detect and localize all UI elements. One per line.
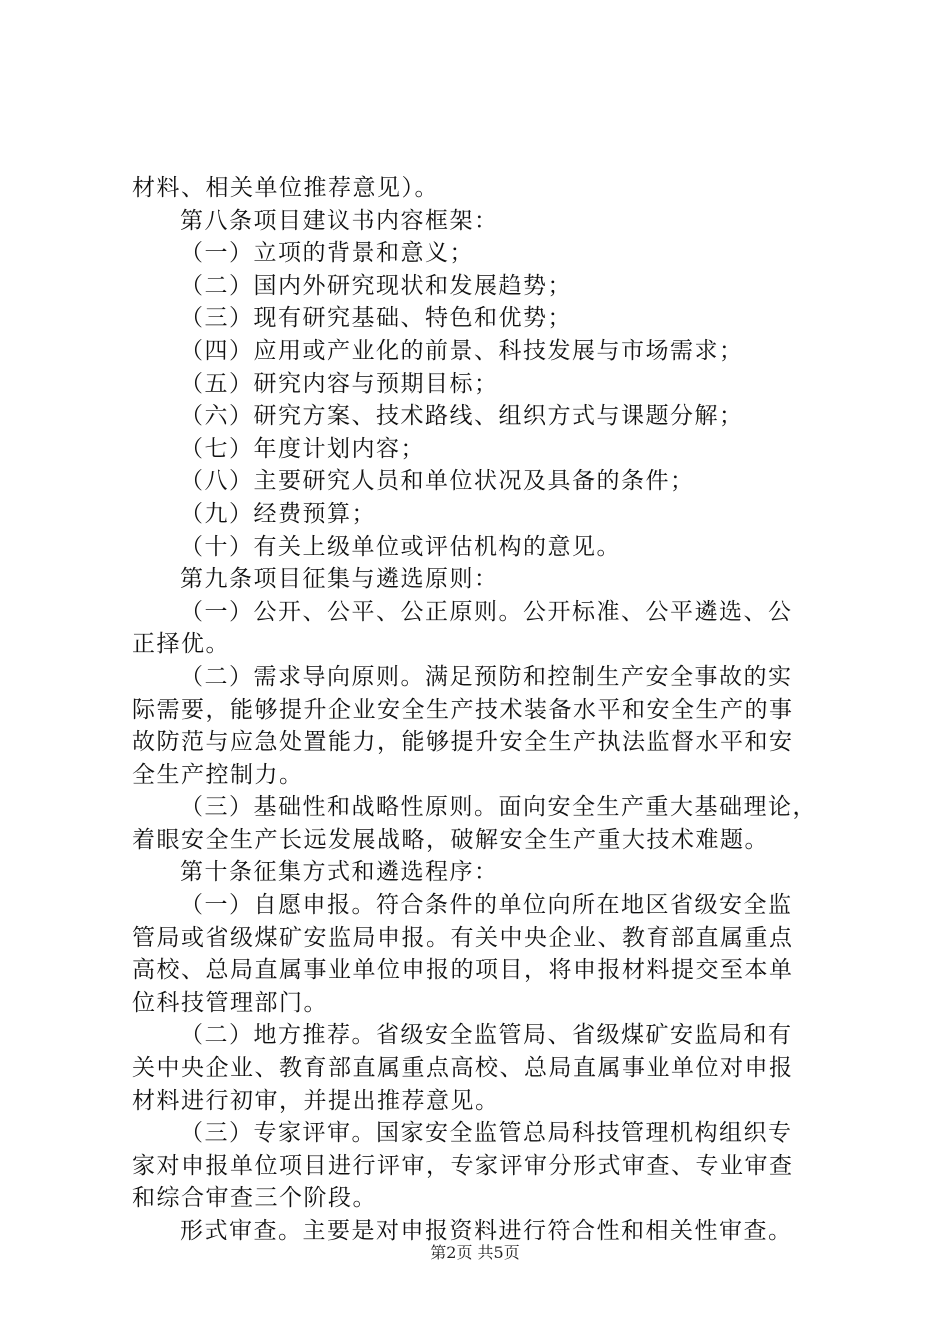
text-line: （三）基础性和战略性原则。面向安全生产重大基础理论， <box>180 794 817 821</box>
text-line: 正择优。 <box>132 631 230 658</box>
text-line: （十）有关上级单位或评估机构的意见。 <box>180 533 621 560</box>
text-line: 着眼安全生产长远发展战略，破解安全生产重大技术难题。 <box>132 826 769 853</box>
text-line: 第九条项目征集与遴选原则： <box>180 566 499 593</box>
text-line: （二）需求导向原则。满足预防和控制生产安全事故的实 <box>180 663 793 690</box>
text-line: （一）自愿申报。符合条件的单位向所在地区省级安全监 <box>180 892 793 919</box>
text-line: 全生产控制力。 <box>132 761 304 788</box>
text-line: 际需要，能够提升企业安全生产技术装备水平和安全生产的事 <box>132 696 794 723</box>
text-line: （三）现有研究基础、特色和优势； <box>180 305 572 332</box>
text-line: 管局或省级煤矿安监局申报。有关中央企业、教育部直属重点 <box>132 924 794 951</box>
text-line: （六）研究方案、技术路线、组织方式与课题分解； <box>180 403 744 430</box>
text-line: 位科技管理部门。 <box>132 989 328 1016</box>
text-line: （一）立项的背景和意义； <box>180 240 474 267</box>
text-line: 第十条征集方式和遴选程序： <box>180 859 499 886</box>
text-line: （二）国内外研究现状和发展趋势； <box>180 272 572 299</box>
text-line: 故防范与应急处置能力，能够提升安全生产执法监督水平和安 <box>132 729 794 756</box>
text-line: （七）年度计划内容； <box>180 435 425 462</box>
text-line: （三）专家评审。国家安全监管总局科技管理机构组织专 <box>180 1120 793 1147</box>
text-line: （一）公开、公平、公正原则。公开标准、公平遴选、公 <box>180 598 793 625</box>
text-line: 高校、总局直属事业单位申报的项目，将申报材料提交至本单 <box>132 957 794 984</box>
document-body <box>132 172 832 1248</box>
text-line: （五）研究内容与预期目标； <box>180 370 499 397</box>
text-line: （八）主要研究人员和单位状况及具备的条件； <box>180 468 695 495</box>
text-line: 关中央企业、教育部直属重点高校、总局直属事业单位对申报 <box>132 1055 794 1082</box>
text-line: （九）经费预算； <box>180 500 376 527</box>
text-line: 和综合审查三个阶段。 <box>132 1185 377 1212</box>
text-line: （二）地方推荐。省级安全监管局、省级煤矿安监局和有 <box>180 1022 793 1049</box>
text-line: 材料、相关单位推荐意见）。 <box>132 175 439 201</box>
text-line: 家对申报单位项目进行评审，专家评审分形式审查、专业审查 <box>132 1152 794 1179</box>
text-line: 材料进行初审，并提出推荐意见。 <box>132 1087 500 1114</box>
page-number: 第2页 共5页 <box>430 1243 520 1262</box>
text-line: 形式审查。主要是对申报资料进行符合性和相关性审查。 <box>180 1218 793 1244</box>
text-line: 第八条项目建议书内容框架： <box>180 207 499 234</box>
text-line: （四）应用或产业化的前景、科技发展与市场需求； <box>180 337 744 364</box>
